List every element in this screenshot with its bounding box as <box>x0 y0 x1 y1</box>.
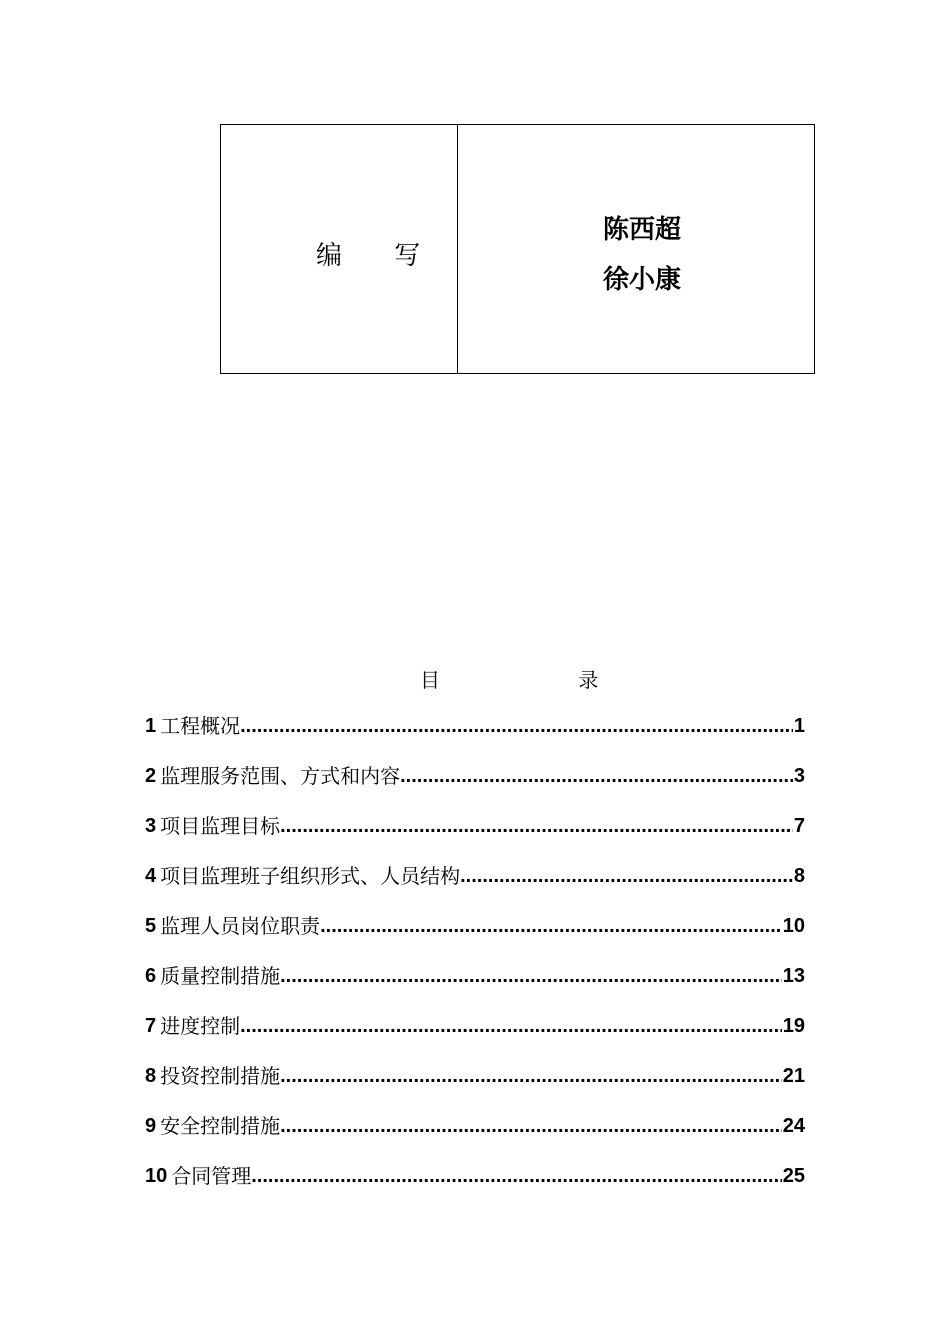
toc-entry-title: 投资控制措施 <box>160 1064 281 1088</box>
toc-entry-title: 合同管理 <box>171 1164 252 1188</box>
toc-entry-title: 监理服务范围、方式和内容 <box>160 764 401 788</box>
toc-entry-page: 24 <box>782 1115 805 1137</box>
toc-entry-title: 监理人员岗位职责 <box>160 914 321 938</box>
toc-leader <box>240 1012 782 1040</box>
toc-entry-page: 3 <box>793 765 805 787</box>
toc-leader <box>251 1162 782 1190</box>
toc-leader <box>280 1112 782 1140</box>
toc-leader <box>240 712 793 740</box>
toc-entry-number: 3 <box>145 815 157 837</box>
toc-list <box>145 712 805 1212</box>
toc-title: 目 录 <box>420 668 665 692</box>
author-name: 陈西超 <box>603 215 682 245</box>
toc-entry-number: 2 <box>145 765 157 787</box>
toc-entry-page: 7 <box>793 815 805 837</box>
toc-entry-number: 1 <box>145 715 157 737</box>
toc-leader <box>400 762 793 790</box>
author-label: 编 写 <box>316 241 443 271</box>
toc-leader <box>280 812 793 840</box>
toc-entry-page: 10 <box>782 915 805 937</box>
toc-entry[interactable] <box>145 962 805 1012</box>
toc-entry-number: 8 <box>145 1065 157 1087</box>
toc-leader <box>280 1062 782 1090</box>
toc-entry-page: 19 <box>782 1015 805 1037</box>
toc-entry-page: 13 <box>782 965 805 987</box>
toc-entry-number: 6 <box>145 965 157 987</box>
toc-entry[interactable] <box>145 762 805 812</box>
toc-entry-title: 安全控制措施 <box>160 1114 281 1138</box>
toc-entry-title: 项目监理目标 <box>160 814 281 838</box>
toc-entry[interactable] <box>145 912 805 962</box>
author-names-cell <box>458 125 814 373</box>
toc-entry-title: 工程概况 <box>160 714 241 738</box>
author-table <box>220 124 815 374</box>
toc-entry-page: 21 <box>782 1065 805 1087</box>
toc-entry[interactable] <box>145 1012 805 1062</box>
toc-leader <box>460 862 793 890</box>
toc-entry[interactable] <box>145 1112 805 1162</box>
toc-entry-number: 7 <box>145 1015 157 1037</box>
toc-entry-page: 8 <box>793 865 805 887</box>
toc-entry[interactable] <box>145 712 805 762</box>
toc-entry-title: 进度控制 <box>160 1014 241 1038</box>
toc-entry[interactable] <box>145 812 805 862</box>
toc-leader <box>280 962 782 990</box>
author-label-cell <box>221 125 458 373</box>
toc-entry-page: 25 <box>782 1165 805 1187</box>
toc-entry-page: 1 <box>793 715 805 737</box>
toc-entry-number: 4 <box>145 865 157 887</box>
author-name: 徐小康 <box>603 265 682 295</box>
toc-entry-title: 质量控制措施 <box>160 964 281 988</box>
toc-entry-number: 10 <box>145 1165 168 1187</box>
toc-leader <box>320 912 782 940</box>
toc-entry-number: 5 <box>145 915 157 937</box>
toc-entry[interactable] <box>145 1062 805 1112</box>
toc-entry-title: 项目监理班子组织形式、人员结构 <box>160 864 461 888</box>
toc-entry[interactable] <box>145 1162 805 1212</box>
toc-entry-number: 9 <box>145 1115 157 1137</box>
toc-entry[interactable] <box>145 862 805 912</box>
